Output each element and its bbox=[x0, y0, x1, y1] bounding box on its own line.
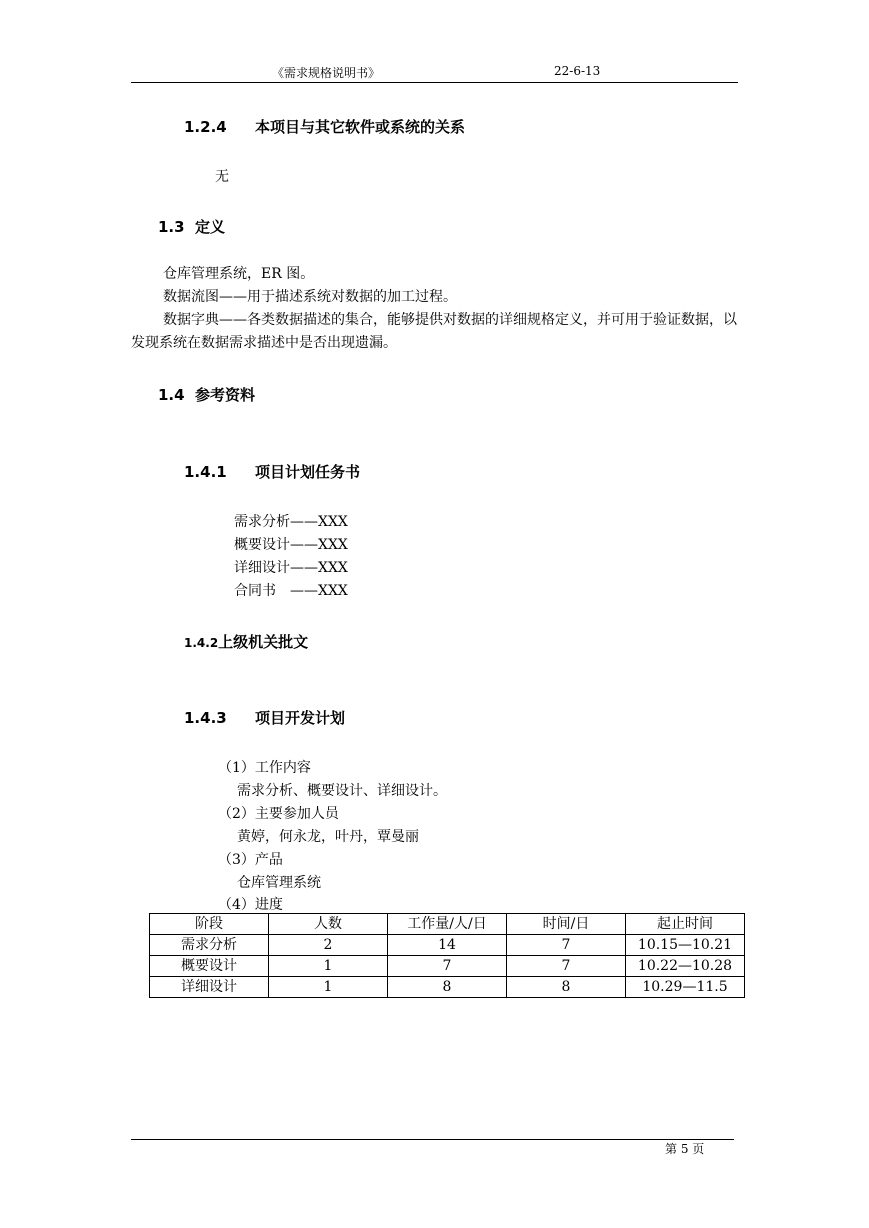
section-heading-1-2-4 bbox=[184, 116, 465, 137]
definition-line: 数据流图——用于描述系统对数据的加工过程。 bbox=[163, 289, 457, 305]
section-number: 1.4.1 bbox=[184, 463, 227, 481]
footer-rule bbox=[131, 1139, 734, 1140]
table-cell: 7 bbox=[507, 956, 626, 977]
table-header-cell: 人数 bbox=[269, 914, 388, 935]
table-cell: 10.22—10.28 bbox=[626, 956, 745, 977]
section-number: 1.2.4 bbox=[184, 118, 227, 136]
section-heading-1-4-1 bbox=[184, 461, 360, 482]
schedule-table bbox=[149, 913, 745, 998]
table-cell: 1 bbox=[269, 956, 388, 977]
table-row bbox=[150, 977, 745, 998]
reference-item: 概要设计——XXX bbox=[234, 537, 348, 553]
plan-label: （3）产品 bbox=[218, 852, 283, 868]
plan-label: （1）工作内容 bbox=[218, 760, 311, 776]
table-cell: 8 bbox=[388, 977, 507, 998]
reference-item: 合同书 ——XXX bbox=[234, 583, 348, 599]
table-cell: 7 bbox=[507, 935, 626, 956]
plan-text: 黄婷，何永龙，叶丹，覃曼丽 bbox=[237, 829, 419, 845]
section-body: 无 bbox=[215, 169, 229, 185]
section-title: 参考资料 bbox=[195, 386, 256, 404]
section-heading-1-4 bbox=[158, 384, 255, 405]
section-title: 项目计划任务书 bbox=[255, 463, 361, 481]
page-number: 第 5 页 bbox=[665, 1142, 705, 1156]
definition-line: 仓库管理系统，ER 图。 bbox=[163, 266, 315, 282]
section-number: 1.4.3 bbox=[184, 709, 227, 727]
table-cell: 8 bbox=[507, 977, 626, 998]
section-title: 上级机关批文 bbox=[218, 633, 309, 651]
table-cell: 概要设计 bbox=[150, 956, 269, 977]
section-number: 1.3 bbox=[158, 218, 185, 236]
section-heading-1-4-2 bbox=[184, 631, 308, 652]
section-heading-1-4-3 bbox=[184, 707, 345, 728]
header-rule bbox=[131, 82, 738, 83]
table-cell: 2 bbox=[269, 935, 388, 956]
plan-label: （2）主要参加人员 bbox=[218, 806, 339, 822]
plan-text: 需求分析、概要设计、详细设计。 bbox=[237, 783, 447, 799]
table-cell: 10.15—10.21 bbox=[626, 935, 745, 956]
section-heading-1-3 bbox=[158, 216, 225, 237]
table-row bbox=[150, 956, 745, 977]
section-title: 本项目与其它软件或系统的关系 bbox=[255, 118, 466, 136]
section-title: 项目开发计划 bbox=[255, 709, 346, 727]
definition-line: 数据字典——各类数据描述的集合，能够提供对数据的详细规格定义，并可用于验证数据，以发现系统在数据需求描述中是否出现遗漏。 bbox=[131, 312, 737, 351]
table-cell: 详细设计 bbox=[150, 977, 269, 998]
plan-text: 仓库管理系统 bbox=[237, 875, 321, 891]
table-header-cell: 阶段 bbox=[150, 914, 269, 935]
table-cell: 14 bbox=[388, 935, 507, 956]
table-header-cell: 时间/日 bbox=[507, 914, 626, 935]
section-number: 1.4.2 bbox=[184, 636, 219, 650]
table-cell: 7 bbox=[388, 956, 507, 977]
table-cell: 1 bbox=[269, 977, 388, 998]
definition-paragraphs bbox=[131, 263, 742, 355]
section-title: 定义 bbox=[195, 218, 226, 236]
table-row bbox=[150, 935, 745, 956]
section-number: 1.4 bbox=[158, 386, 185, 404]
reference-item: 详细设计——XXX bbox=[234, 560, 348, 576]
doc-header-title: 《需求规格说明书》 bbox=[272, 66, 381, 80]
plan-label: （4）进度 bbox=[218, 897, 283, 913]
table-cell: 需求分析 bbox=[150, 935, 269, 956]
reference-item: 需求分析——XXX bbox=[234, 514, 348, 530]
table-header-cell: 起止时间 bbox=[626, 914, 745, 935]
table-cell: 10.29—11.5 bbox=[626, 977, 745, 998]
doc-header-date: 22-6-13 bbox=[554, 64, 601, 78]
table-header-cell: 工作量/人/日 bbox=[388, 914, 507, 935]
table-header-row bbox=[150, 914, 745, 935]
